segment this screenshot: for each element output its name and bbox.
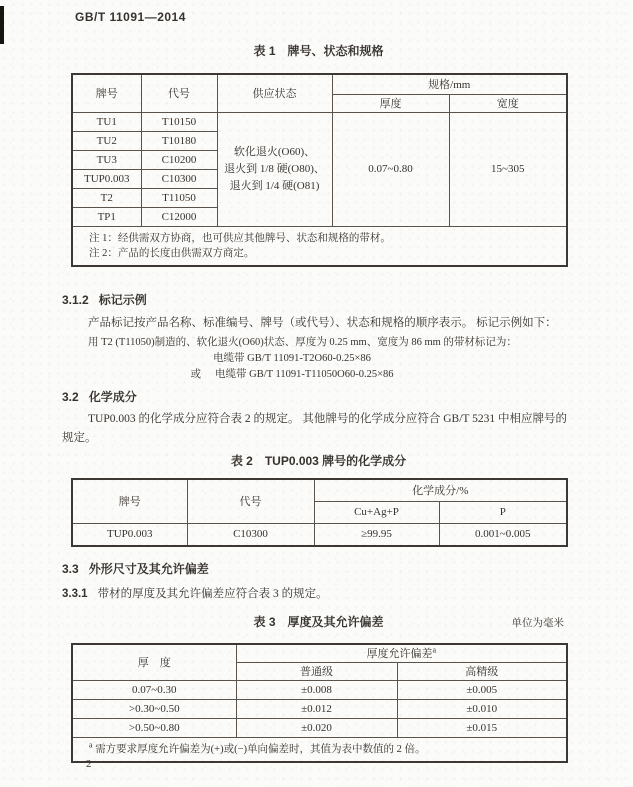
table1-title: 表 1 牌号、状态和规格 (253, 44, 384, 58)
cu-ag-p-cell: ≥99.95 (314, 523, 439, 546)
table3-header-normal-grade: 普通级 (236, 662, 397, 680)
marking-example-2 (62, 368, 522, 382)
marking-example-intro: 用 T2 (T11050)制造的、软化退火(O60)状态、厚度为 0.25 mm、宽度为 86 mm 的带材标记为： (88, 337, 517, 348)
section-title: 化学成分 (88, 390, 137, 404)
grade-cell: TU3 (72, 150, 141, 169)
table1-header-spec: 规格/mm (332, 74, 567, 94)
footnote-marker: a (89, 740, 93, 749)
grade-cell: TP1 (72, 207, 141, 226)
section-3-3-1-text: 带材的厚度及其允许偏差应符合表 3 的规定。 (97, 588, 328, 600)
high-tolerance-cell: ±0.015 (397, 718, 567, 737)
section-3-2-heading (62, 388, 137, 405)
grade-cell: TUP0.003 (72, 523, 187, 546)
table1-header-supply-state: 供应状态 (217, 74, 332, 112)
section-3-2-paragraph-line1: TUP0.003 的化学成分应符合表 2 的规定。 其他牌号的化学成分应符合 GB/T 5231 中相应牌号的 (88, 413, 567, 425)
table2-title: 表 2 TUP0.003 牌号的化学成分 (230, 454, 407, 468)
table2-header-cu-ag-p: Cu+Ag+P (314, 501, 439, 523)
section-3-1-2-paragraph: 产品标记按产品名称、标准编号、牌号（或代号）、状态和规格的顺序表示。 标记示例如下： (88, 317, 557, 329)
thickness-cell: 0.07~0.30 (72, 680, 236, 699)
table3-row (72, 718, 567, 737)
supply-state-cell (217, 112, 332, 226)
section-number: 3.2 (62, 390, 79, 404)
or-label: 或 (190, 369, 201, 380)
unit-note: 单位为毫米 (511, 618, 564, 629)
section-number: 3.1.2 (62, 293, 89, 307)
table3-header-tolerance (236, 644, 567, 662)
table3-footnote-cell (72, 737, 567, 762)
section-3-1-2-heading (62, 291, 147, 308)
code-cell: C12000 (141, 207, 217, 226)
width-range-cell: 15~305 (449, 112, 567, 226)
doc-number: GB/T 11091—2014 (75, 10, 186, 24)
table3-thickness-tolerance (71, 643, 568, 763)
p-cell: 0.001~0.005 (439, 523, 567, 546)
normal-tolerance-cell: ±0.008 (236, 680, 397, 699)
table3-header-high-grade: 高精级 (397, 662, 567, 680)
table1-note-2: 注 2：产品的长度由供需双方商定。 (89, 247, 255, 259)
table3-title: 表 3 厚度及其允许偏差 (253, 615, 384, 629)
table2-row (72, 523, 567, 546)
code-cell: T11050 (141, 188, 217, 207)
thickness-range-cell: 0.07~0.80 (332, 112, 449, 226)
table1-notes-cell (72, 226, 567, 266)
table1-header-width: 宽度 (449, 94, 567, 112)
thickness-cell: >0.30~0.50 (72, 699, 236, 718)
thickness-cell: >0.50~0.80 (72, 718, 236, 737)
table1-header-code: 代号 (141, 74, 217, 112)
section-title: 标记示例 (98, 293, 147, 307)
section-3-3-1-line (62, 587, 570, 602)
supply-state-line: 退火到 1/8 硬(O80)、 (224, 162, 325, 175)
table2-header-composition: 化学成分/% (314, 479, 567, 501)
table1-grades-states-specs (71, 73, 568, 267)
table3-footnote-text: 需方要求厚度允许偏差为(+)或(−)单向偏差时，其值为表中数值的 2 倍。 (95, 743, 426, 755)
table3-title-row (71, 613, 566, 630)
code-cell: T10180 (141, 131, 217, 150)
table3-header-thickness: 厚 度 (72, 644, 236, 680)
grade-cell: T2 (72, 188, 141, 207)
code-cell: T10150 (141, 112, 217, 131)
section-number: 3.3 (62, 562, 79, 576)
table2-header-code: 代号 (187, 479, 314, 523)
high-tolerance-cell: ±0.010 (397, 699, 567, 718)
table2-header-p: P (439, 501, 567, 523)
high-tolerance-cell: ±0.005 (397, 680, 567, 699)
section-3-2-paragraph-line2: 规定。 (62, 432, 97, 444)
table1-note-1: 注 1：经供需双方协商，也可供应其他牌号、状态和规格的带材。 (89, 232, 391, 244)
normal-tolerance-cell: ±0.020 (236, 718, 397, 737)
grade-cell: TUP0.003 (72, 169, 141, 188)
table3-row (72, 680, 567, 699)
section-title: 外形尺寸及其允许偏差 (88, 562, 209, 576)
code-cell: C10300 (187, 523, 314, 546)
table1-row (72, 112, 567, 131)
scan-edge-mark (0, 6, 4, 44)
code-cell: C10300 (141, 169, 217, 188)
code-cell: C10200 (141, 150, 217, 169)
page-number: 2 (86, 758, 92, 770)
section-3-3-heading (62, 560, 209, 577)
table1-header-thickness: 厚度 (332, 94, 449, 112)
table2-header-grade: 牌号 (72, 479, 187, 523)
grade-cell: TU2 (72, 131, 141, 150)
tolerance-footnote-marker: a (432, 645, 437, 655)
section-number: 3.3.1 (62, 588, 88, 600)
grade-cell: TU1 (72, 112, 141, 131)
normal-tolerance-cell: ±0.012 (236, 699, 397, 718)
table1-header-grade: 牌号 (72, 74, 141, 112)
supply-state-line: 软化退火(O60)、 (233, 145, 316, 158)
marking-example-1: 电缆带 GB/T 11091-T2O60-0.25×86 (213, 353, 371, 364)
table3-row (72, 699, 567, 718)
supply-state-line: 退火到 1/4 硬(O81) (229, 179, 320, 192)
tolerance-label: 厚度允许偏差 (366, 648, 433, 661)
table2-chemical-composition (71, 478, 568, 547)
marking-example-2-text: 电缆带 GB/T 11091-T11050O60-0.25×86 (215, 369, 394, 380)
